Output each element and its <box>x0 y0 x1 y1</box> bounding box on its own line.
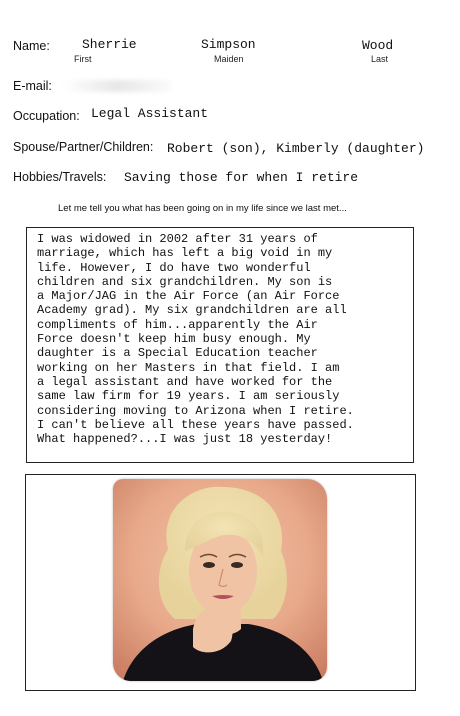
portrait-illustration <box>113 479 327 681</box>
occupation-label: Occupation: <box>13 109 80 123</box>
email-redacted-value <box>62 80 172 92</box>
maiden-name-value: Simpson <box>201 37 256 52</box>
story-text: I was widowed in 2002 after 31 years of marriage, which has left a big void in my life. However, I do have two wonderful children and six grandchildren. My son is a Major/JAG in the Air Force (an Air Force Academy grad). My six grandchildren are all compliments of him...apparently the Air Force doesn't keep him busy enough. My daughter is a Special Education teacher working on her Masters in that field. I am a legal assistant and have worked for the same law firm for 19 years. I am seriously considering moving to Arizona when I retire. I can't believe all these years have passed. What happened?...I was just 18 yesterday! <box>37 232 354 447</box>
story-box <box>26 227 414 463</box>
left-eye <box>203 562 215 568</box>
occupation-value: Legal Assistant <box>91 106 209 121</box>
last-name-value: Wood <box>362 38 394 53</box>
first-name-caption: First <box>74 54 92 64</box>
family-value: Robert (son), Kimberly (daughter) <box>167 141 425 156</box>
hobbies-label: Hobbies/Travels: <box>13 170 107 184</box>
right-eye <box>231 562 243 568</box>
maiden-name-caption: Maiden <box>214 54 244 64</box>
first-name-value: Sherrie <box>82 37 137 52</box>
email-label: E-mail: <box>13 79 52 93</box>
family-label: Spouse/Partner/Children: <box>13 140 154 154</box>
name-label: Name: <box>13 39 50 53</box>
hobbies-value: Saving those for when I retire <box>124 170 359 185</box>
portrait-photo <box>113 479 327 681</box>
last-name-caption: Last <box>371 54 389 64</box>
intro-text: Let me tell you what has been going on in my life since we last met... <box>58 203 347 214</box>
photo-frame <box>25 474 416 691</box>
